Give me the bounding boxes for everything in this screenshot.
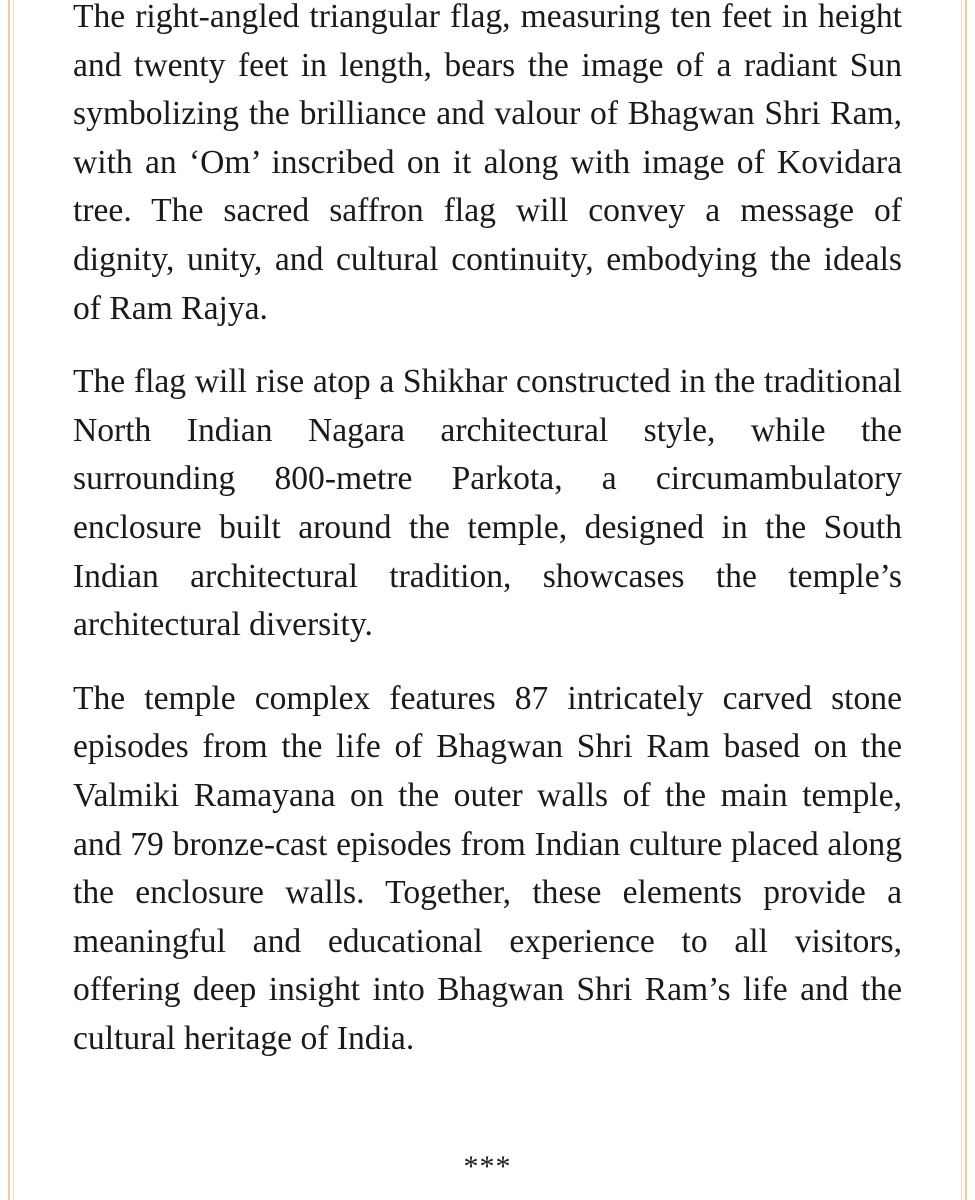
paragraph-architecture: The flag will rise atop a Shikhar constructed in the traditional North Indian Nagara architectural style, while the surrounding 800-metre Parkota, a circumambulatory enclosure built around the temple, designed in the South Indian architectural tradition, showcases the temple’s architectural diversity. xyxy=(73,363,902,644)
section-separator: *** xyxy=(463,1150,512,1183)
left-border-inner-line xyxy=(13,0,14,1200)
document-body xyxy=(73,0,902,1088)
right-border-inner-line xyxy=(961,0,962,1200)
paragraph-flag-description: The right-angled triangular flag, measuring ten feet in height and twenty feet in length, bears the image of a radiant Sun symbolizing the brilliance and valour of Bhagwan Shri Ram, with an ‘Om’ inscribed on it along with image of Kovidara tree. The sacred saffron flag will convey a message of dignity, unity, and cultural continuity, embodying the ideals of Ram Rajya. xyxy=(73,0,902,327)
right-border-line xyxy=(965,0,967,1200)
paragraph-temple-complex: The temple complex features 87 intricately carved stone episodes from the life of Bhagwan Shri Ram based on the Valmiki Ramayana on the outer walls of the main temple, and 79 bronze-cast episodes from Indian culture placed along the enclosure walls. Together, these elements provide a meaningful and educational experience to all visitors, offering deep insight into Bhagwan Shri Ram’s life and the cultural heritage of India. xyxy=(73,679,902,1057)
left-border-line xyxy=(8,0,10,1200)
